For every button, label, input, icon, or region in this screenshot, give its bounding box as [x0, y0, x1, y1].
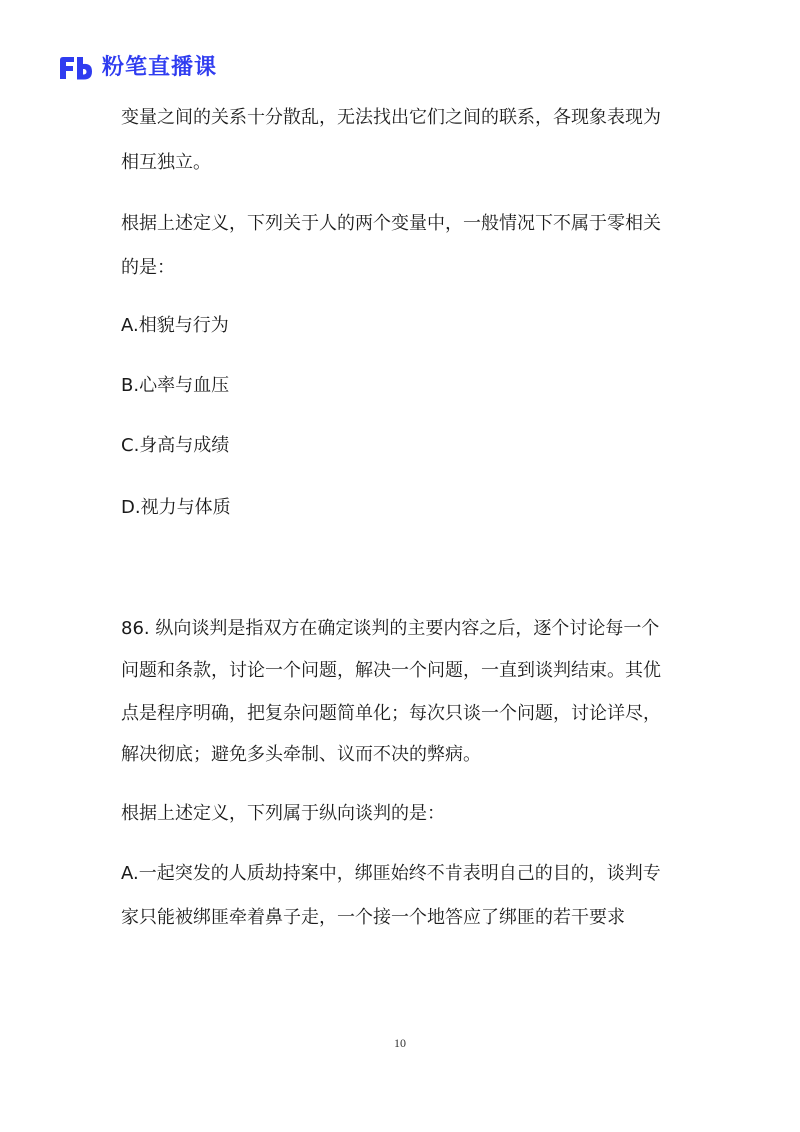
q85-option-a: A.相貌与行为: [121, 315, 229, 336]
q85-question-line-1: 根据上述定义，下列关于人的两个变量中，一般情况下不属于零相关: [121, 213, 661, 234]
q86-option-a-line-1: A.一起突发的人质劫持案中，绑匪始终不肯表明自己的目的，谈判专: [121, 863, 661, 884]
brand-name: 粉笔直播课: [102, 55, 218, 80]
q85-option-d: D.视力与体质: [121, 497, 231, 518]
q85-option-b: B.心率与血压: [121, 375, 230, 396]
page-number: 10: [394, 1036, 406, 1050]
q86-line-3: 点是程序明确，把复杂问题简单化；每次只谈一个问题，讨论详尽，: [121, 703, 661, 724]
fb-logo-icon: [58, 55, 94, 81]
q85-option-c: C.身高与成绩: [121, 435, 230, 456]
header-brand: [58, 52, 217, 84]
q86-line-2: 问题和条款，讨论一个问题，解决一个问题，一直到谈判结束。其优: [121, 660, 661, 681]
q85-definition-line-2: 相互独立。: [121, 152, 211, 173]
q86-question: 根据上述定义，下列属于纵向谈判的是：: [121, 803, 445, 824]
q86-line-1: 86. 纵向谈判是指双方在确定谈判的主要内容之后，逐个讨论每一个: [121, 618, 660, 639]
q86-line-4: 解决彻底；避免多头牵制、议而不决的弊病。: [121, 744, 481, 765]
q85-definition-line-1: 变量之间的关系十分散乱，无法找出它们之间的联系，各现象表现为: [121, 107, 661, 128]
q85-question-line-2: 的是：: [121, 257, 175, 278]
q86-option-a-line-2: 家只能被绑匪牵着鼻子走，一个接一个地答应了绑匪的若干要求: [121, 907, 625, 928]
